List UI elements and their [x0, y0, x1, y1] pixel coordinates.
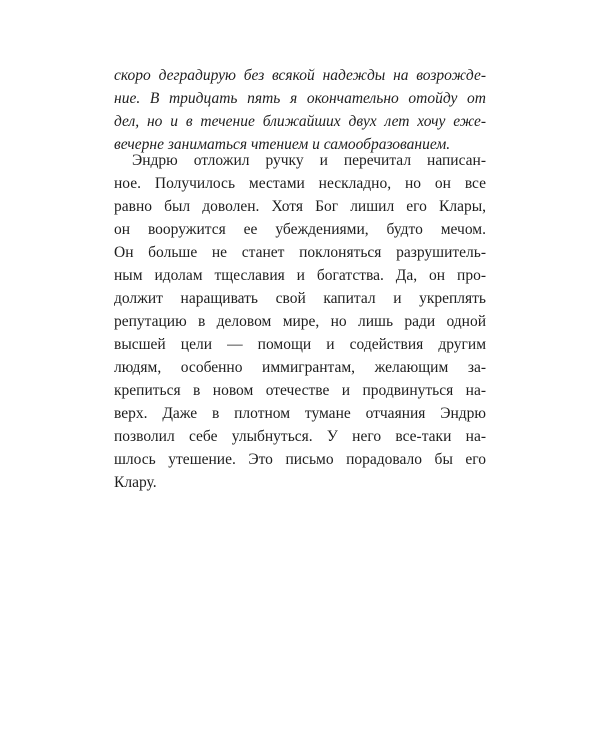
paragraph-line: крепиться в новом отечестве и продвинуться на- — [114, 382, 486, 399]
letter-line: вечерне заниматься чтением и самообразованием. — [114, 136, 451, 153]
paragraph-line: равно был доволен. Хотя Бог лишил его Клары, — [114, 198, 486, 215]
paragraph-line: шлось утешение. Это письмо порадовало бы его — [114, 451, 486, 468]
paragraph-line: Клару. — [114, 474, 157, 491]
paragraph-line: Эндрю отложил ручку и перечитал написан- — [132, 152, 486, 169]
paragraph-line: Он больше не станет поклоняться разрушитель- — [114, 244, 486, 261]
paragraph-line: репутацию в деловом мире, но лишь ради одной — [114, 313, 486, 330]
paragraph-line: он вооружится ее убеждениями, будто мечом. — [114, 221, 486, 238]
paragraph-line: должит наращивать свой капитал и укреплять — [114, 290, 486, 307]
paragraph-line: высшей цели — помощи и содействия другим — [114, 336, 486, 353]
narrative-paragraph — [114, 149, 486, 494]
paragraph-line: ным идолам тщеславия и богатства. Да, он про- — [114, 267, 486, 284]
letter-excerpt-italic — [114, 64, 486, 156]
paragraph-line: людям, особенно иммигрантам, желающим за- — [114, 359, 486, 376]
letter-line: скоро деградирую без всякой надежды на возрожде- — [114, 67, 486, 84]
paragraph-line: позволил себе улыбнуться. У него все-таки на- — [114, 428, 486, 445]
letter-line: ние. В тридцать пять я окончательно отойду от — [114, 90, 486, 107]
paragraph-line: верх. Даже в плотном тумане отчаяния Эндрю — [114, 405, 486, 422]
paragraph-line: ное. Получилось местами нескладно, но он все — [114, 175, 486, 192]
letter-line: дел, но и в течение ближайших двух лет хочу еже- — [114, 113, 486, 130]
